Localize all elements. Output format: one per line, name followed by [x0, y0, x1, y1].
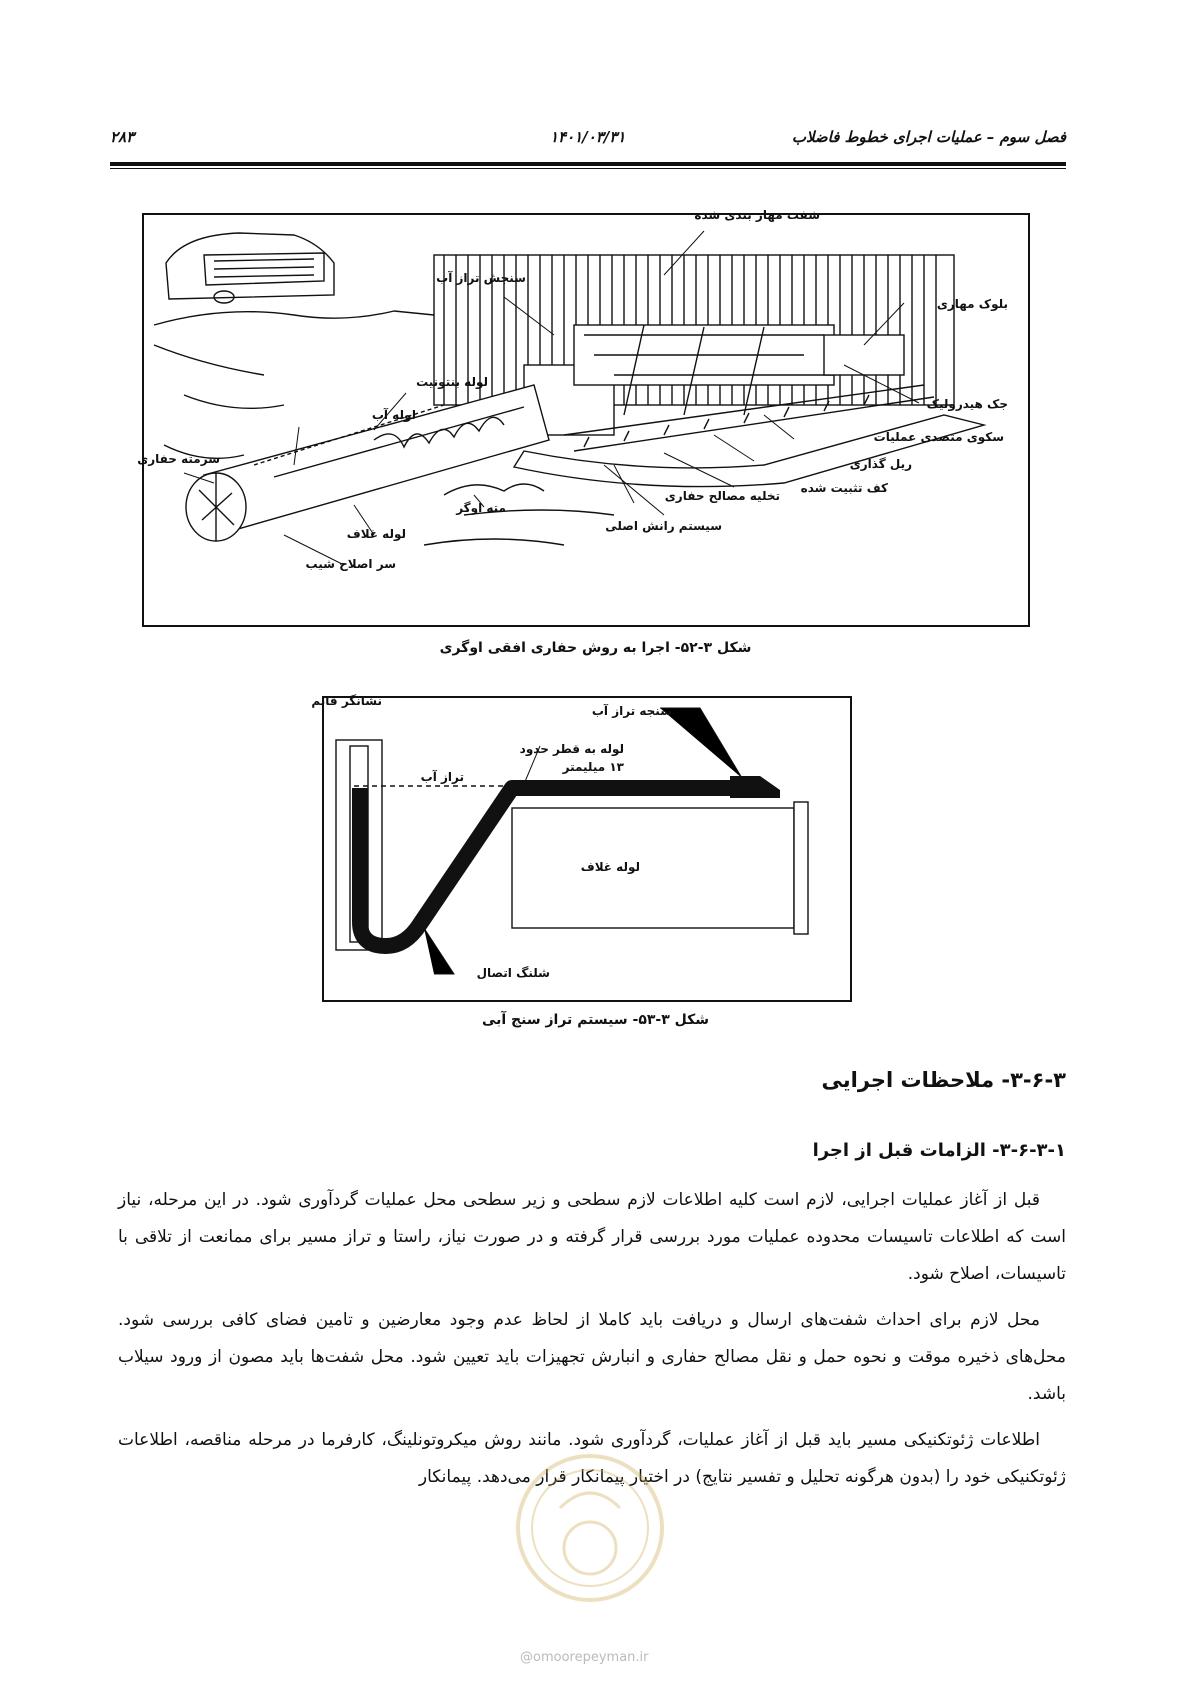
label-water-level-gauge: سنجش تراز آب	[436, 271, 526, 285]
label-anchor-block: بلوک مهاری	[936, 297, 1008, 311]
header-rule-thin	[110, 168, 1066, 169]
figure53-caption: شکل ۳-۵۳- سیستم تراز سنج آبی	[481, 1012, 710, 1028]
subsection-heading: ۳-۶-۳-۱- الزامات قبل از اجرا	[812, 1140, 1066, 1161]
paragraph: محل لازم برای احداث شفت‌های ارسال و دریافت باید کاملا از لحاظ عدم وجود معارضین و تامین فضای کافی بررسی شود. محل‌های ذخیره موقت و نحوه حمل و نقل مصالح حفاری و انبارش تجهیزات باید تعیین شود. محل شفت‌ها باید مصون از ورود سیلاب باشد.	[118, 1310, 1066, 1404]
label-connection-hose: شلنگ اتصال	[476, 966, 550, 980]
label-hydraulic-jack: جک هیدرولیک	[926, 397, 1008, 411]
label-water-level: تراز آب	[420, 770, 464, 784]
label-platform: سکوی متصدی عملیات	[873, 430, 1004, 444]
paragraph: اطلاعات ژئوتکنیکی مسیر باید قبل از آغاز عملیات، گردآوری شود. مانند روش میکروتونلینگ، کارفرما در مرحله مناقصه، اطلاعات ژئوتکنیکی خود را (بدون هرگونه تحلیل و تفسیر نتایج) در اختیار پیمانکار قرار می‌دهد. پیمانکار	[118, 1430, 1066, 1487]
paragraph: قبل از آغاز عملیات اجرایی، لازم است کلیه اطلاعات لازم سطحی و زیر سطحی محل عملیات گردآوری شود. در این مرحله، نیاز است که اطلاعات تاسیسات محدوده عملیات مورد بررسی قرار گرفته و در صورت نیاز، راستا و تراز مسیر برای ممانعت از تلاقی با تاسیسات، اصلاح شود.	[118, 1190, 1066, 1284]
label-auger: مته اوگر	[456, 501, 506, 515]
label-pipe-diameter-line1: لوله به قطر حدود	[519, 742, 624, 756]
figure-auger-boring	[137, 208, 1030, 627]
label-water-level-meter: سنجه تراز آب	[591, 704, 672, 718]
label-water-pipe: لوله آب	[371, 408, 416, 422]
label-bentonite-pipe: لوله بنتونیت	[416, 375, 488, 389]
chapter-title: فصل سوم – عملیات اجرای خطوط فاضلاب	[791, 128, 1066, 146]
page-number: ۲۸۳	[110, 128, 135, 146]
section-heading: ۳-۶-۳- ملاحظات اجرایی	[821, 1068, 1066, 1092]
label-drill-head: سرمته حفاری	[137, 452, 220, 466]
header-date: ۱۴۰۱/۰۳/۳۱	[550, 128, 626, 146]
watermark-url: @omoorepeyman.ir	[520, 1650, 649, 1665]
label-shaft: شفت مهار بندی شده	[694, 208, 820, 222]
page-header	[110, 128, 1066, 158]
figure-water-level-system	[311, 694, 852, 1002]
watermark-seal	[510, 1448, 670, 1608]
label-spoil-discharge: تخلیه مصالح حفاری	[664, 489, 780, 503]
label-casing-pipe: لوله غلاف	[346, 527, 406, 541]
label-vertical-indicator: نشانگر قائم	[311, 694, 382, 708]
label-casing-pipe-53: لوله غلاف	[580, 860, 640, 874]
label-rail: ریل گذاری	[849, 457, 912, 471]
figure52-caption: شکل ۳-۵۲- اجرا به روش حفاری افقی اوگری	[439, 640, 752, 656]
auger-boring-illustration	[144, 215, 1028, 625]
label-grade-correction-head: سر اصلاح شیب	[305, 557, 396, 571]
label-pipe-diameter-line2: ۱۳ میلیمتر	[562, 760, 624, 774]
label-fixed-floor: کف تثبیت شده	[800, 481, 888, 495]
header-rule-thick	[110, 162, 1066, 166]
label-main-drive: سیستم رانش اصلی	[605, 519, 722, 533]
